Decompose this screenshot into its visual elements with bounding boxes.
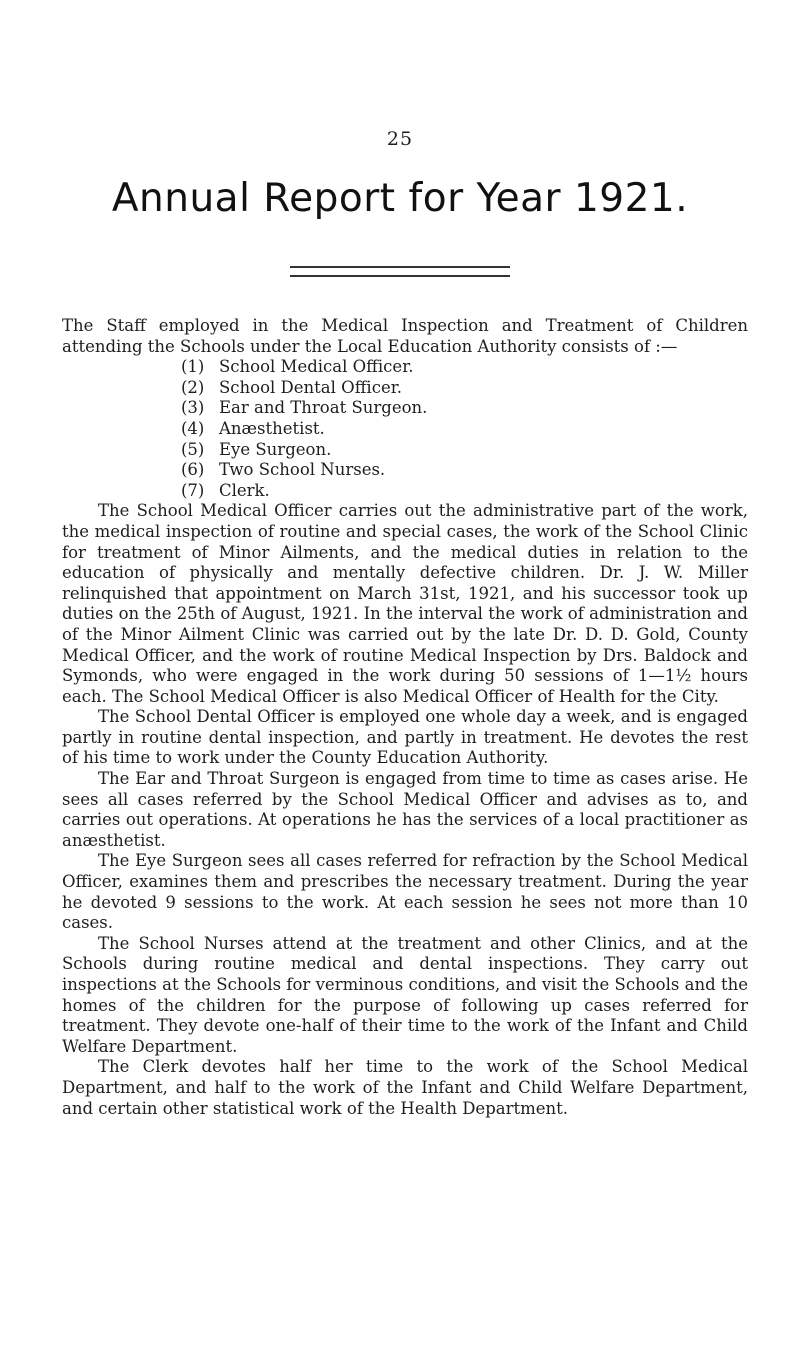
staff-list-item bbox=[181, 378, 748, 399]
staff-list-item bbox=[181, 440, 748, 461]
staff-number: (3) bbox=[181, 398, 205, 418]
staff-role: Two School Nurses. bbox=[219, 460, 386, 480]
staff-list-item bbox=[181, 481, 748, 502]
paragraph-ear-throat-surgeon: The Ear and Throat Surgeon is engaged from time to time as cases arise. He sees all cases referred by the School Medical Officer and advises as to, and carries out operations. At operations he has the services of a local practitioner as anæsthetist. bbox=[62, 769, 748, 850]
paragraph-dental-officer: The School Dental Officer is employed one whole day a week, and is engaged partly in routine dental inspection, and partly in treatment. He devotes the rest of his time to work under the County Education Authority. bbox=[62, 707, 748, 768]
staff-number: (2) bbox=[181, 377, 205, 397]
staff-number: (7) bbox=[181, 480, 205, 500]
paragraph-school-medical-officer: The School Medical Officer carries out the administrative part of the work, the medical inspection of routine and special cases, the work of the School Clinic for treatment of Minor Ailments, and the medical duties in relation to the education of physically and mentally defective children. Dr. J. W. Miller relinquished that appointment on March 31st, 1921, and his successor took up duties on the 25th of August, 1921. In the interval the work of administration and of the Minor Ailment Clinic was carried out by the late Dr. D. D. Gold, County Medical Officer, and the work of routine Medical Inspection by Drs. Baldock and Symonds, who were engaged in the work during 50 sessions of 1—1½ hours each. The School Medical Officer is also Medical Officer of Health for the City. bbox=[62, 501, 748, 706]
staff-list bbox=[62, 357, 748, 501]
staff-list-item bbox=[181, 357, 748, 378]
staff-list-item bbox=[181, 398, 748, 419]
paragraph-eye-surgeon: The Eye Surgeon sees all cases referred for refraction by the School Medical Officer, examines them and prescribes the necessary treatment. During the year he devoted 9 sessions to the work. At each session he sees not more than 10 cases. bbox=[62, 851, 748, 933]
staff-role: Eye Surgeon. bbox=[219, 439, 332, 459]
staff-list-item bbox=[181, 419, 748, 440]
paragraph-clerk: The Clerk devotes half her time to the work of the School Medical Department, and half to the work of the Infant and Child Welfare Department, and certain other statistical work of the Health Department. bbox=[62, 1057, 748, 1118]
staff-number: (5) bbox=[181, 439, 205, 459]
intro-paragraph: The Staff employed in the Medical Inspection and Treatment of Children attending the Schools under the Local Education Authority consists of :— bbox=[62, 316, 748, 356]
staff-number: (6) bbox=[181, 460, 205, 480]
staff-role: School Dental Officer. bbox=[219, 377, 403, 397]
paragraph-school-nurses: The School Nurses attend at the treatment and other Clinics, and at the Schools during routine medical and dental inspections. They carry out inspections at the Schools for verminous conditions, and visit the Schools and the homes of the children for the purpose of following up cases referred for treatment. They devote one-half of their time to the work of the Infant and Child Welfare Department. bbox=[62, 933, 748, 1056]
staff-number: (4) bbox=[181, 418, 205, 438]
staff-role: Clerk. bbox=[219, 480, 270, 500]
staff-role: Ear and Throat Surgeon. bbox=[219, 398, 428, 418]
staff-number: (1) bbox=[181, 357, 205, 377]
staff-role: Anæsthetist. bbox=[219, 418, 325, 438]
staff-list-item bbox=[181, 460, 748, 481]
staff-role: School Medical Officer. bbox=[219, 357, 414, 377]
report-body bbox=[62, 316, 748, 1119]
title-double-rule bbox=[290, 266, 510, 277]
page-number: 25 bbox=[386, 128, 414, 150]
report-title: Annual Report for Year 1921. bbox=[111, 176, 689, 221]
